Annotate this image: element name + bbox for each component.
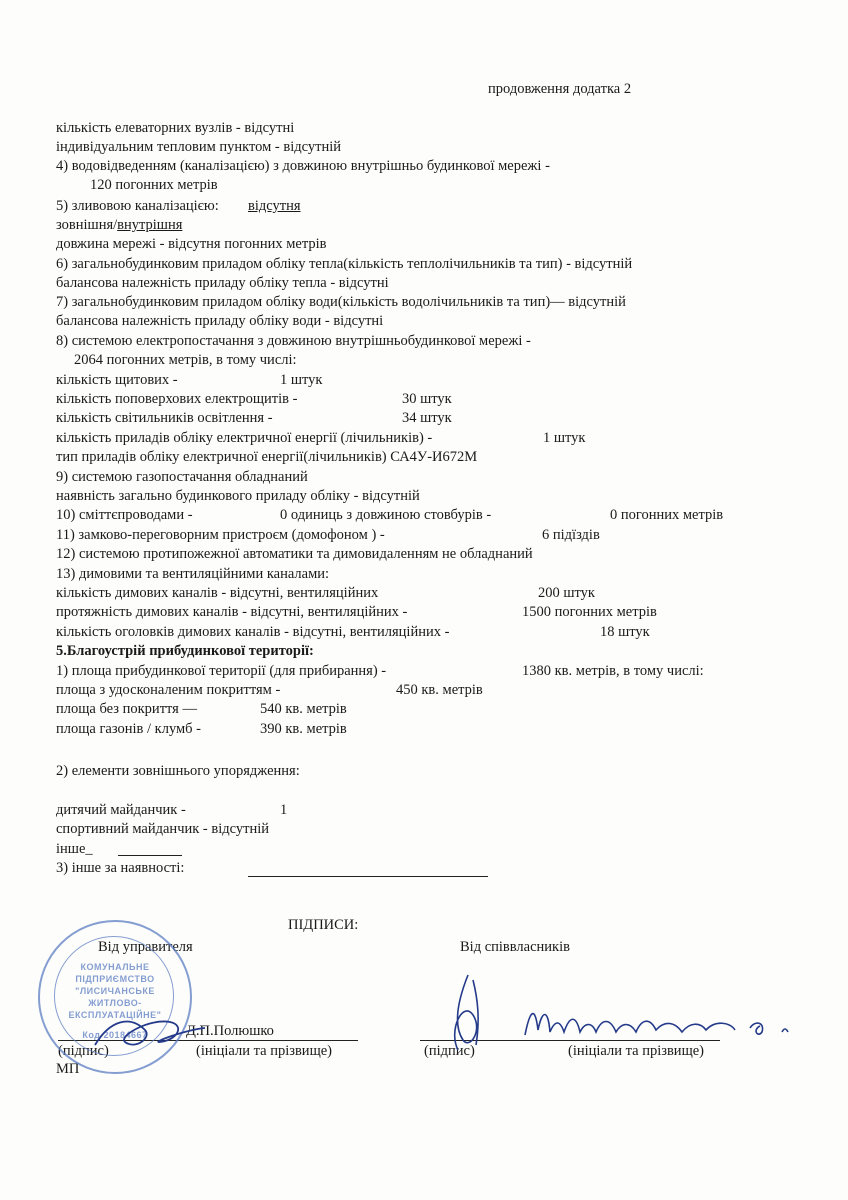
text-line: балансова належність приладу обліку тепла - відсутні	[56, 275, 389, 291]
text-line: площа з удосконаленим покриттям -	[56, 682, 281, 698]
seal-text: "ЛИСИЧАНСЬКЕ	[75, 986, 155, 996]
text-line: тип приладів обліку електричної енергії(лічильників) СА4У-И672М	[56, 449, 478, 465]
blank-line	[248, 876, 488, 877]
text-line: наявність загально будинкового приладу обліку - відсутній	[56, 488, 420, 504]
from-owners-label: Від співвласників	[460, 939, 570, 955]
text-line: кількість елеваторних вузлів - відсутні	[56, 120, 295, 136]
manager-name-caption: (ініціали та прізвище)	[196, 1043, 332, 1059]
mp-label: МП	[56, 1061, 80, 1077]
text-line-underlined: відсутня	[248, 198, 301, 214]
signatures-title: ПІДПИСИ:	[288, 917, 359, 933]
from-manager-label: Від управителя	[98, 939, 193, 955]
text-line: балансова належність приладу обліку води - відсутні	[56, 313, 384, 329]
text-line: площа газонів / клумб -	[56, 721, 202, 737]
text-line: 120 погонних метрів	[90, 177, 218, 193]
text-line: 9) системою газопостачання обладнаний	[56, 469, 308, 485]
text-value: 540 кв. метрів	[260, 701, 347, 717]
seal-text: ЖИТЛОВО-	[88, 998, 142, 1008]
text-line: інше_	[56, 841, 93, 857]
text-value: 0 одиниць з довжиною стовбурів -	[280, 507, 492, 523]
text-line: кількість оголовків димових каналів - відсутні, вентиляційних -	[56, 624, 450, 640]
text-line: кількість світильників освітлення -	[56, 410, 273, 426]
owners-handwritten-signature	[520, 1000, 810, 1050]
manager-name: Д.П.Полюшко	[186, 1023, 274, 1039]
text-value: 200 штук	[538, 585, 595, 601]
text-line: 8) системою електропостачання з довжиною внутрішньобудинкової мережі -	[56, 333, 531, 349]
manager-sign-caption: (підпис)	[58, 1043, 109, 1059]
text-part: зовнішня/	[56, 217, 118, 233]
text-line: протяжність димових каналів - відсутні, вентиляційних -	[56, 604, 408, 620]
text-line: 5) зливовою каналізацією:	[56, 198, 219, 214]
text-line: індивідуальним тепловим пунктом - відсутній	[56, 139, 342, 155]
text-value: 1 штук	[543, 430, 586, 446]
text-line: 2) елементи зовнішнього упорядження:	[56, 763, 300, 779]
text-line: 4) водовідведенням (каналізацією) з довжиною внутрішньо будинкової мережі -	[56, 158, 550, 174]
text-value: 18 штук	[600, 624, 650, 640]
text-value: 6 підїздів	[542, 527, 600, 543]
text-value: 1 штук	[280, 372, 323, 388]
text-line: кількість поповерхових електрощитів -	[56, 391, 298, 407]
text-line: 10) сміттєпроводами -	[56, 507, 193, 523]
text-part-underlined: внутрішня	[117, 217, 183, 233]
text-line: кількість щитових -	[56, 372, 178, 388]
text-value: 0 погонних метрів	[610, 507, 724, 523]
owners-handwritten-initials	[438, 970, 498, 1060]
owners-sign-caption: (підпис)	[424, 1043, 475, 1059]
blank-line	[118, 855, 182, 856]
text-value: 1	[280, 802, 288, 818]
text-line: площа без покриття —	[56, 701, 197, 717]
manager-handwritten-signature	[90, 1000, 210, 1060]
text-line: довжина мережі - відсутня погонних метрів	[56, 236, 327, 252]
text-line: кількість димових каналів - відсутні, вентиляційних	[56, 585, 379, 601]
text-line: 13) димовими та вентиляційними каналами:	[56, 566, 330, 582]
text-line: 11) замково-переговорним пристроєм (домофоном ) -	[56, 527, 385, 543]
seal-text: КОМУНАЛЬНЕ	[80, 962, 150, 972]
text-value: 1380 кв. метрів, в тому числі:	[522, 663, 704, 679]
text-line: 1) площа прибудинкової території (для прибирання) -	[56, 663, 387, 679]
header-note: продовження додатка 2	[488, 81, 632, 97]
seal-code: Код 20184667	[82, 1030, 148, 1040]
text-line: 2064 погонних метрів, в тому числі:	[74, 352, 297, 368]
text-line	[56, 216, 182, 234]
text-line: 12) системою протипожежної автоматики та димовидаленням не обладнаний	[56, 546, 533, 562]
text-value: 34 штук	[402, 410, 452, 426]
section-heading: 5.Благоустрій прибудинкової території:	[56, 643, 314, 659]
seal-text: ПІДПРИЄМСТВО	[75, 974, 155, 984]
text-line: кількість приладів обліку електричної енергії (лічильників) -	[56, 430, 433, 446]
text-value: 1500 погонних метрів	[522, 604, 657, 620]
text-value: 450 кв. метрів	[396, 682, 483, 698]
owners-name-caption: (ініціали та прізвище)	[568, 1043, 704, 1059]
text-line: 7) загальнобудинковим приладом обліку води(кількість водолічильників та тип)— відсутній	[56, 294, 626, 310]
text-line: спортивний майданчик - відсутній	[56, 821, 270, 837]
text-line: дитячий майданчик -	[56, 802, 186, 818]
text-line: 6) загальнобудинковим приладом обліку тепла(кількість теплолічильників та тип) - відсутній	[56, 256, 633, 272]
seal-text: ЕКСПЛУАТАЦІЙНЕ"	[68, 1010, 162, 1020]
text-line: 3) інше за наявності:	[56, 860, 185, 876]
text-value: 30 штук	[402, 391, 452, 407]
text-value: 390 кв. метрів	[260, 721, 347, 737]
